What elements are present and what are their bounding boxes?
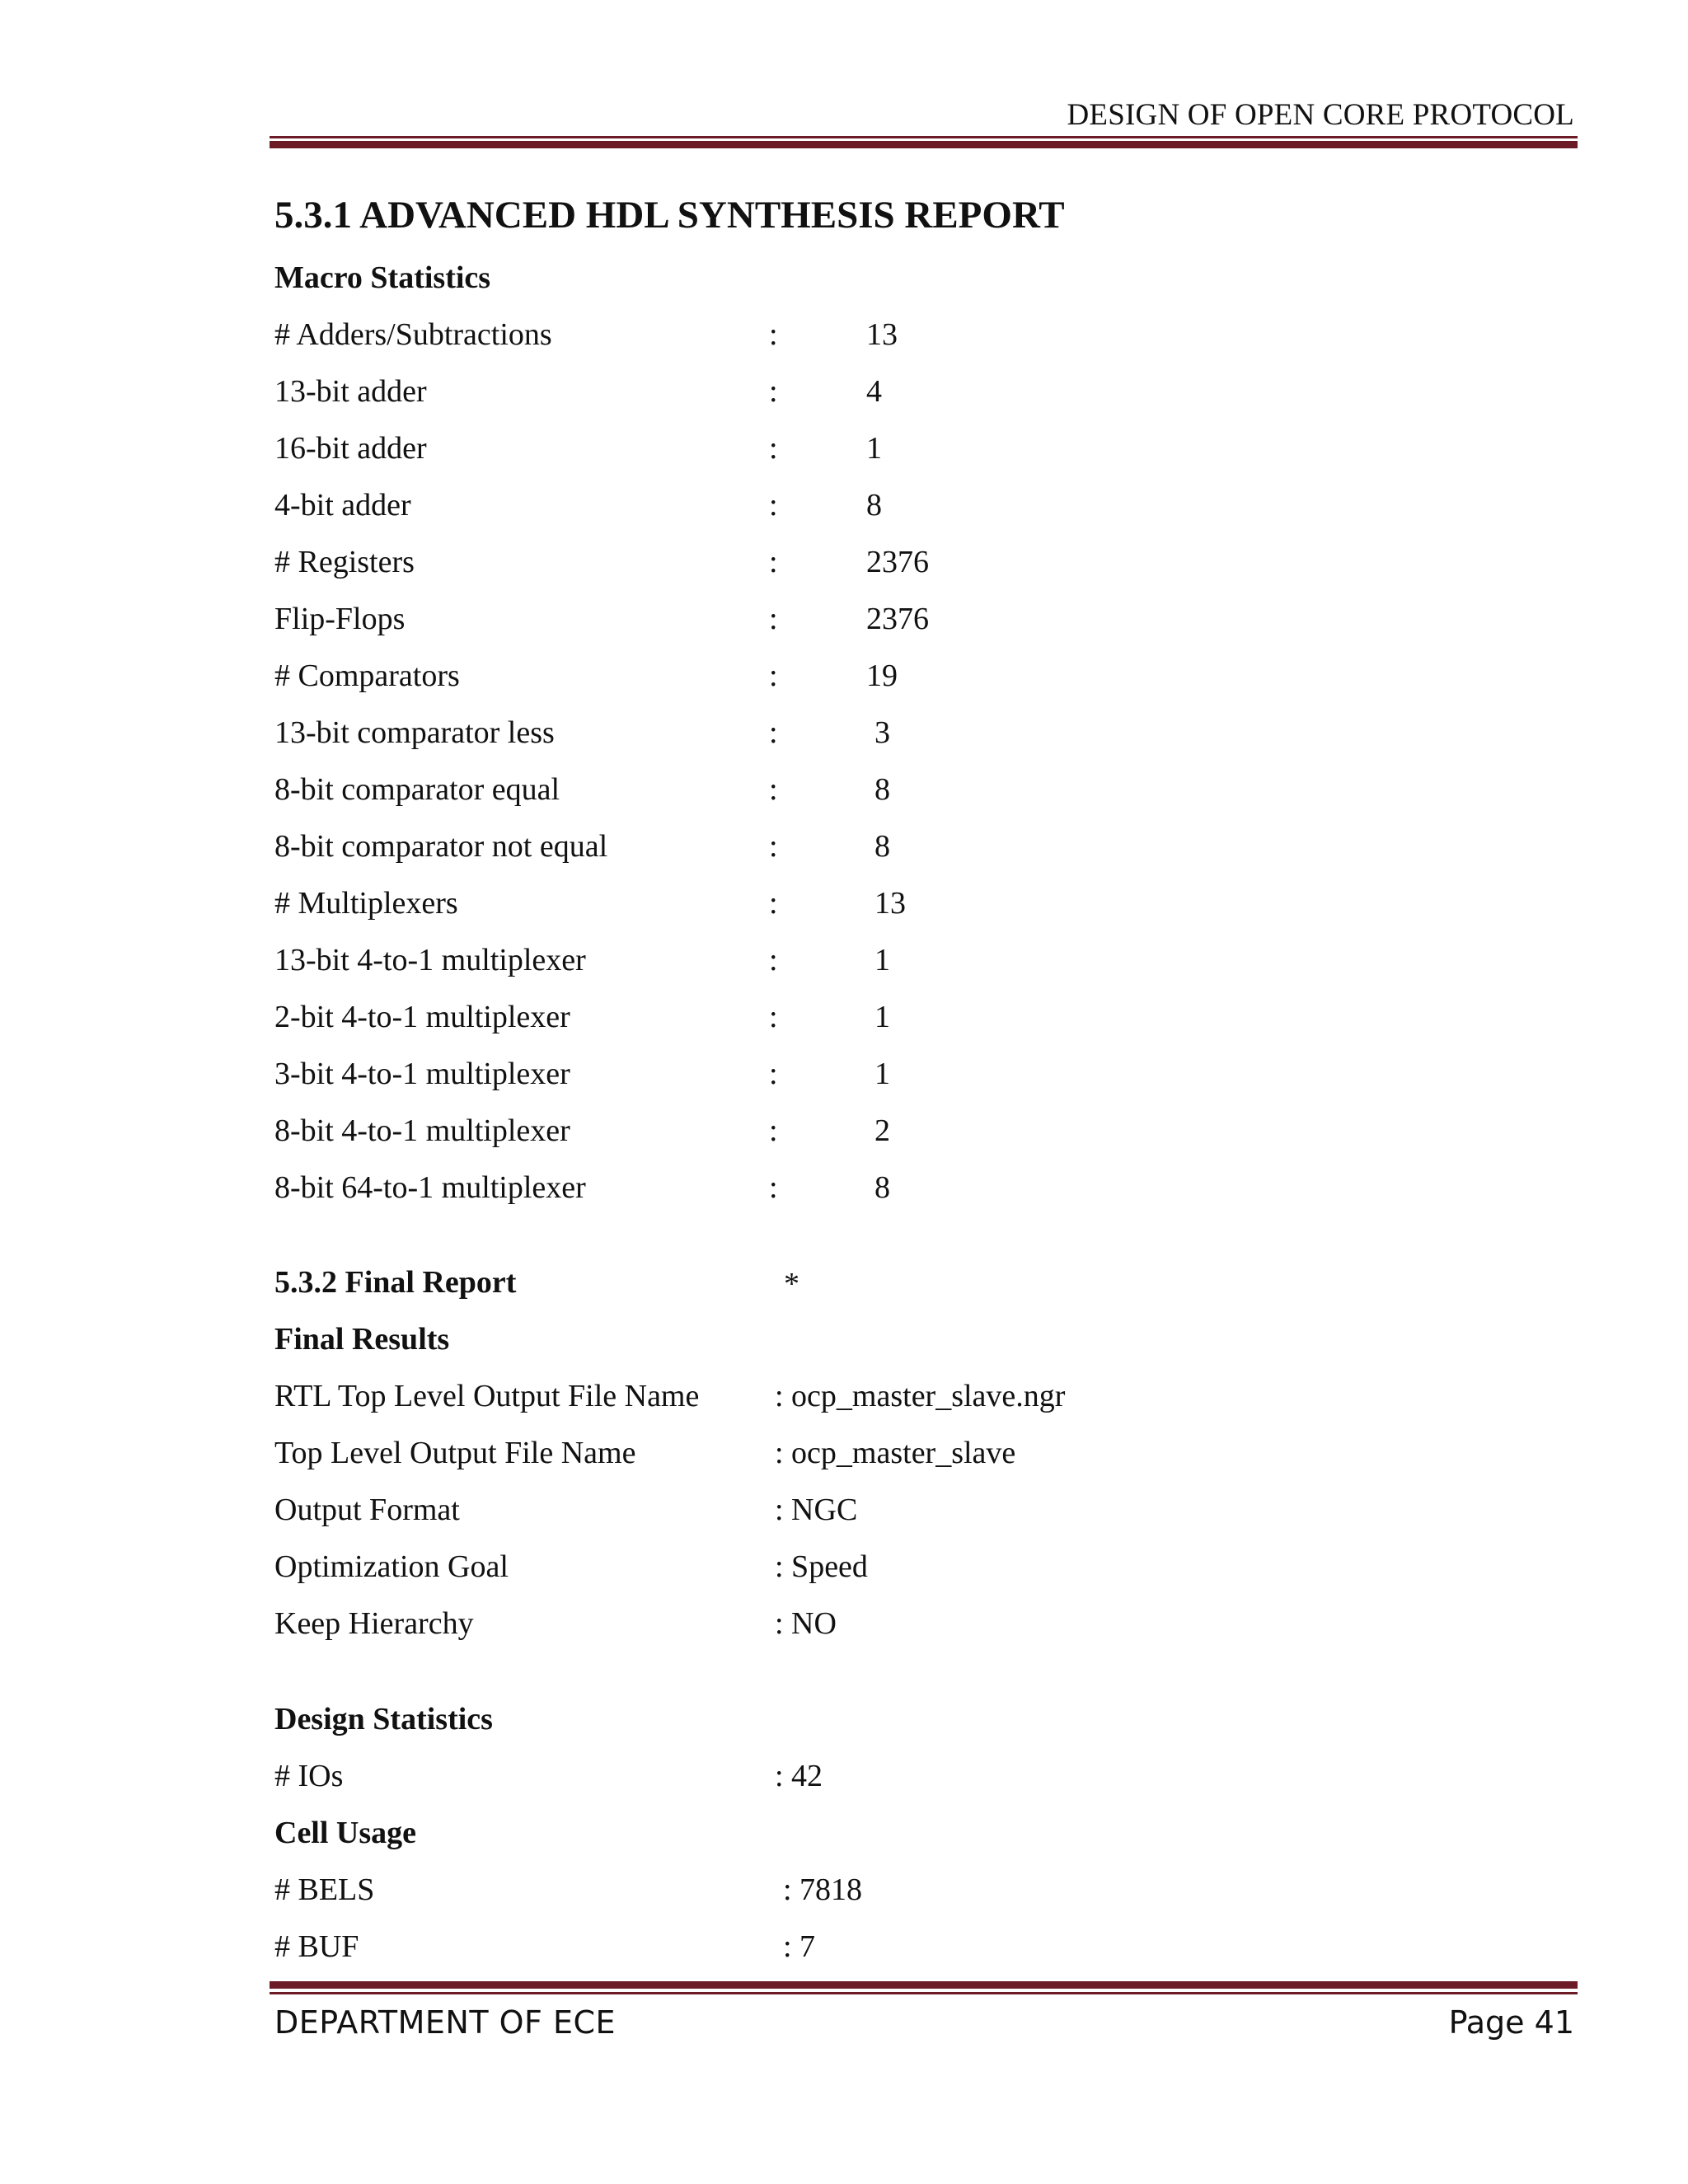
table-row: [274, 430, 1346, 480]
asterisk-mark: *: [784, 1267, 799, 1301]
row-label: 3-bit 4-to-1 multiplexer: [274, 1057, 570, 1091]
footer-rule-thick: [270, 1981, 1578, 1989]
row-label: 8-bit comparator equal: [274, 772, 560, 807]
table-row: [274, 1872, 1346, 1921]
row-label: Flip-Flops: [274, 602, 406, 636]
row-label: Output Format: [274, 1493, 460, 1527]
macro-statistics-heading: Macro Statistics: [274, 260, 491, 295]
row-value: 3: [874, 715, 890, 750]
table-row: [274, 1169, 1346, 1219]
table-row: [274, 999, 1346, 1048]
row-value: 13: [874, 886, 906, 921]
row-label: # Registers: [274, 545, 415, 579]
table-row: [274, 1056, 1346, 1105]
row-value: 2376: [866, 545, 929, 579]
row-colon: :: [769, 1057, 778, 1091]
row-value: : NGC: [775, 1493, 858, 1527]
table-row: [274, 828, 1346, 878]
row-value: 4: [866, 374, 882, 409]
row-label: # BUF: [274, 1929, 359, 1964]
row-label: # Adders/Subtractions: [274, 317, 552, 352]
table-row: [274, 1435, 1346, 1484]
row-label: RTL Top Level Output File Name: [274, 1379, 700, 1413]
table-row: [274, 1929, 1346, 1978]
table-row: [274, 1549, 1346, 1598]
row-colon: :: [769, 943, 778, 977]
row-value: 8: [874, 829, 890, 864]
row-colon: :: [769, 829, 778, 864]
table-row: [274, 942, 1346, 991]
row-colon: :: [769, 374, 778, 409]
table-row: [274, 715, 1346, 764]
row-label: 4-bit adder: [274, 488, 411, 523]
row-colon: :: [769, 772, 778, 807]
row-label: 13-bit comparator less: [274, 715, 555, 750]
row-value: 1: [866, 431, 882, 466]
row-label: 13-bit adder: [274, 374, 427, 409]
row-value: : 7: [783, 1929, 816, 1964]
header-rule-thick: [270, 141, 1578, 148]
row-colon: :: [769, 1170, 778, 1205]
row-label: 2-bit 4-to-1 multiplexer: [274, 1000, 570, 1034]
row-colon: :: [769, 886, 778, 921]
row-colon: :: [769, 1000, 778, 1034]
row-label: 8-bit 4-to-1 multiplexer: [274, 1113, 570, 1148]
table-row: [274, 1605, 1346, 1655]
header-rule-thin: [270, 136, 1578, 138]
row-value: 19: [866, 658, 898, 693]
footer-rule-thin: [270, 1992, 1578, 1994]
row-label: 13-bit 4-to-1 multiplexer: [274, 943, 586, 977]
row-value: 1: [874, 1000, 890, 1034]
row-label: 8-bit 64-to-1 multiplexer: [274, 1170, 586, 1205]
row-colon: :: [769, 431, 778, 466]
row-value: 8: [866, 488, 882, 523]
section-title: 5.3.1 ADVANCED HDL SYNTHESIS REPORT: [274, 194, 1065, 237]
table-row: [274, 316, 1346, 366]
table-row: [274, 544, 1346, 593]
page-number: Page 41: [1448, 2004, 1574, 2041]
row-value: : ocp_master_slave.ngr: [775, 1379, 1066, 1413]
row-label: 16-bit adder: [274, 431, 427, 466]
table-row: [274, 658, 1346, 707]
row-colon: :: [769, 658, 778, 693]
row-colon: :: [769, 1113, 778, 1148]
footer-department: DEPARTMENT OF ECE: [274, 2004, 617, 2041]
row-colon: :: [769, 715, 778, 750]
row-value: : Speed: [775, 1549, 868, 1584]
table-row: [274, 1758, 1346, 1807]
row-value: 2376: [866, 602, 929, 636]
row-label: # BELS: [274, 1872, 375, 1907]
row-value: 8: [874, 772, 890, 807]
row-value: 8: [874, 1170, 890, 1205]
table-row: [274, 601, 1346, 650]
row-label: Top Level Output File Name: [274, 1436, 636, 1470]
row-label: Optimization Goal: [274, 1549, 509, 1584]
table-row: [274, 771, 1346, 821]
row-value: 13: [866, 317, 898, 352]
row-label: 8-bit comparator not equal: [274, 829, 608, 864]
row-label: # Comparators: [274, 658, 460, 693]
running-header: DESIGN OF OPEN CORE PROTOCOL: [1067, 98, 1574, 132]
row-colon: :: [769, 488, 778, 523]
row-value: : 42: [775, 1759, 823, 1793]
row-colon: :: [769, 317, 778, 352]
row-value: 2: [874, 1113, 890, 1148]
row-colon: :: [769, 602, 778, 636]
row-value: 1: [874, 943, 890, 977]
row-value: : NO: [775, 1606, 837, 1641]
row-label: # Multiplexers: [274, 886, 458, 921]
row-value: : ocp_master_slave: [775, 1436, 1016, 1470]
row-label: Keep Hierarchy: [274, 1606, 474, 1641]
row-label: # IOs: [274, 1759, 344, 1793]
table-row: [274, 1492, 1346, 1541]
row-colon: :: [769, 545, 778, 579]
table-row: [274, 885, 1346, 935]
cell-usage-heading: Cell Usage: [274, 1816, 417, 1850]
table-row: [274, 487, 1346, 537]
final-results-heading: Final Results: [274, 1322, 450, 1357]
design-statistics-heading: Design Statistics: [274, 1702, 493, 1736]
row-value: : 7818: [783, 1872, 863, 1907]
table-row: [274, 1378, 1346, 1427]
row-value: 1: [874, 1057, 890, 1091]
final-report-heading: 5.3.2 Final Report: [274, 1265, 517, 1300]
table-row: [274, 373, 1346, 423]
table-row: [274, 1113, 1346, 1162]
